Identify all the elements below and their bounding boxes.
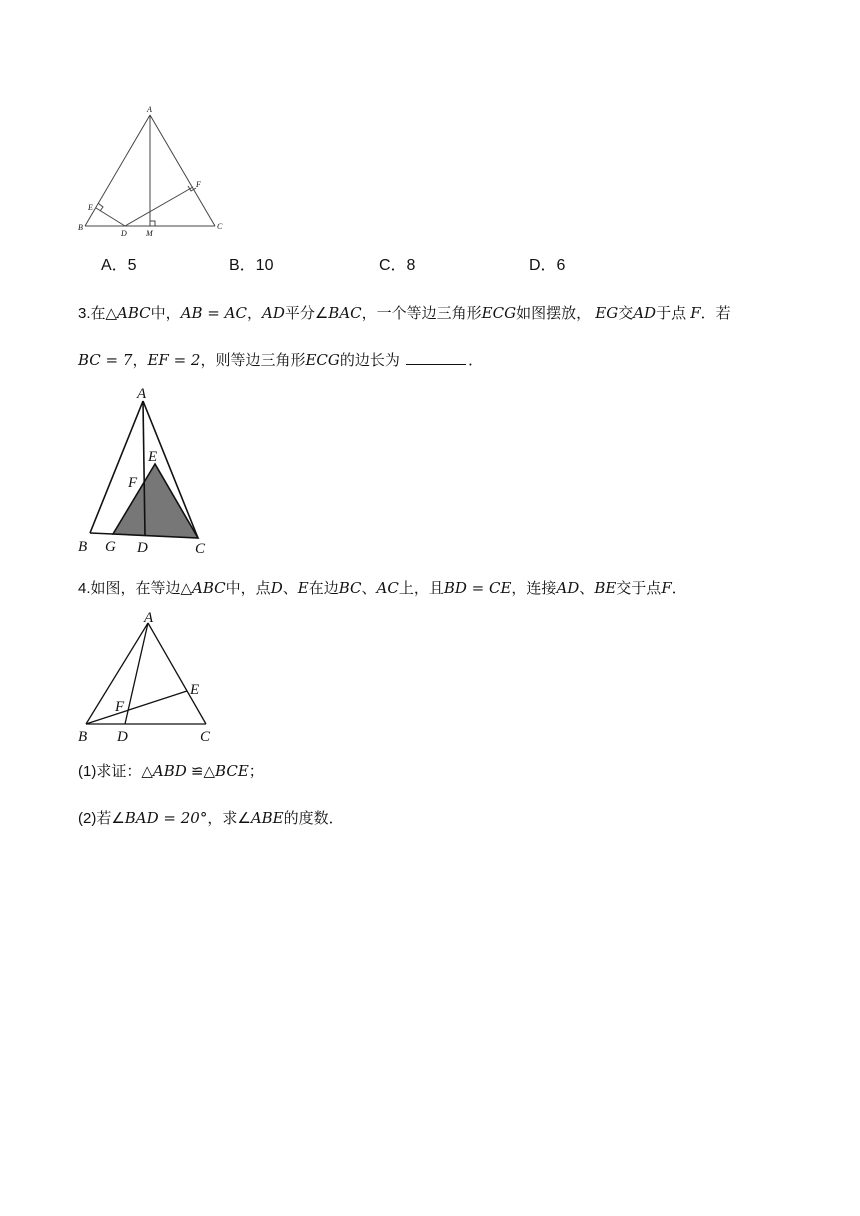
question-3-line-1: 3.在△ABC中，AB = AC，AD平分∠BAC，一个等边三角形ECG如图摆放， EG交AD于点 F．若 — [78, 304, 731, 322]
option-c[interactable]: C．8 — [379, 257, 416, 274]
fig2-label-g: G — [105, 539, 116, 555]
option-b[interactable]: B．10 — [229, 257, 274, 274]
fig1-label-f: F — [196, 180, 201, 189]
question-4-part-1: (1)求证：△ABD ≌△BCE； — [78, 762, 264, 780]
answer-blank[interactable] — [406, 350, 466, 365]
figure-3-triangle-diagram — [72, 605, 222, 747]
question-4-stem: 4.如图，在等边△ABC中，点D、E在边BC、AC上，且BD = CE，连接AD、BE交于点F． — [78, 579, 687, 597]
fig1-label-a: A — [147, 105, 152, 114]
fig3-label-d: D — [117, 729, 128, 745]
figure-2-triangle-diagram — [72, 382, 222, 560]
fig2-label-b: B — [78, 539, 88, 555]
fig2-label-c: C — [195, 541, 206, 557]
fig2-label-e: E — [148, 449, 158, 465]
fig1-label-d: D — [121, 229, 127, 238]
option-d[interactable]: D．6 — [529, 257, 566, 274]
fig3-label-b: B — [78, 729, 88, 745]
fig1-label-m: M — [146, 229, 153, 238]
fig2-label-f: F — [128, 475, 138, 491]
question-4-part-2: (2)若∠BAD = 20°，求∠ABE的度数． — [78, 809, 344, 827]
question-3-line-2: BC = 7，EF = 2，则等边三角形ECG的边长为 ． — [78, 351, 484, 369]
fig1-label-c: C — [217, 222, 223, 231]
fig1-label-b: B — [78, 223, 83, 232]
fig3-label-f: F — [115, 699, 125, 715]
fig3-label-c: C — [200, 729, 211, 745]
fig2-label-a: A — [137, 386, 147, 402]
fig3-label-e: E — [190, 682, 200, 698]
figure-1-triangle-diagram — [70, 100, 230, 245]
fig1-label-e: E — [88, 203, 93, 212]
fig2-label-d: D — [137, 540, 148, 556]
fig3-label-a: A — [144, 610, 154, 626]
option-a[interactable]: A．5 — [101, 257, 137, 274]
